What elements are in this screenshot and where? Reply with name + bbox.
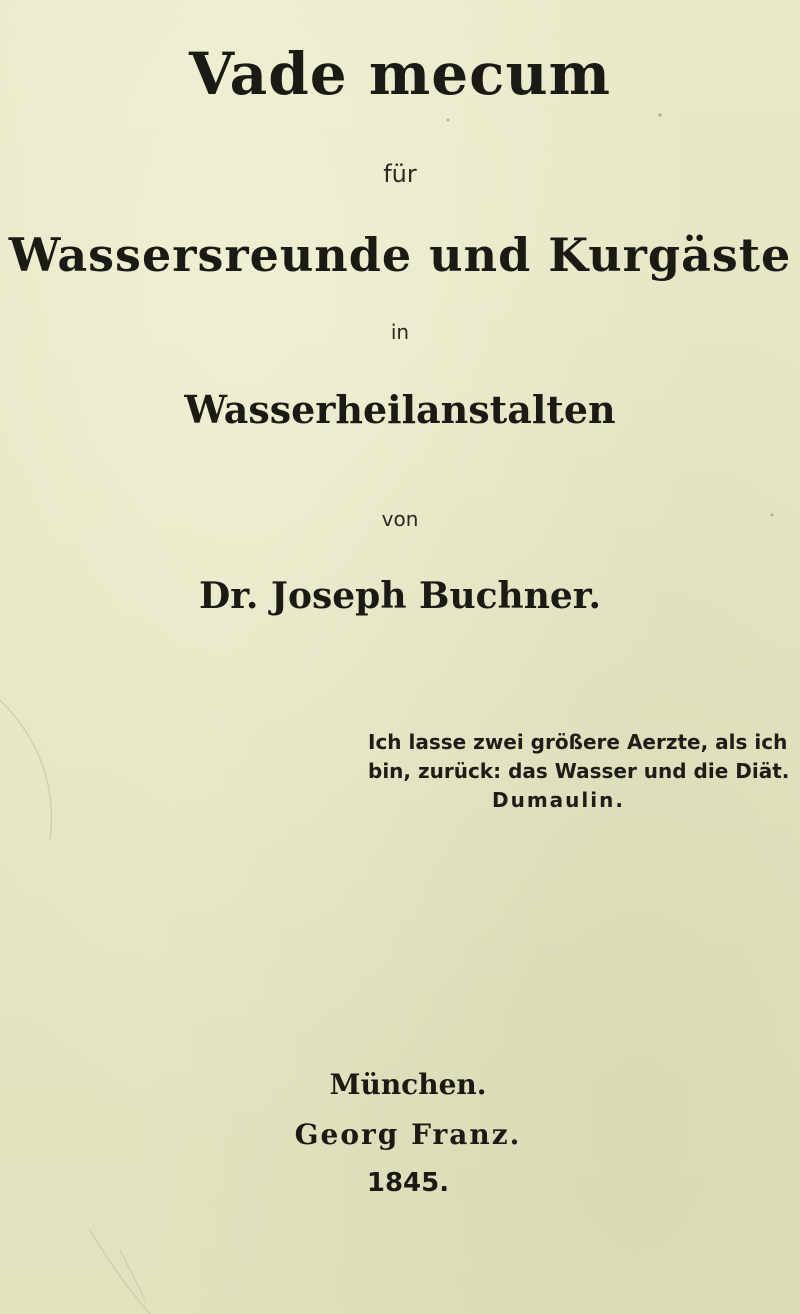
by-word: von	[381, 507, 419, 531]
epigraph-attribution: Dumaulin.	[492, 788, 625, 812]
book-title: Vade mecum	[188, 40, 612, 108]
imprint-city: München.	[329, 1068, 487, 1101]
epigraph	[368, 728, 790, 815]
for-word: für	[383, 160, 417, 188]
in-word: in	[390, 320, 410, 344]
imprint-publisher: Georg Franz.	[294, 1118, 522, 1151]
institutions-heading: Wasserheilanstalten	[184, 387, 616, 432]
epigraph-line-1: Ich lasse zwei größere Aerzte, als ich	[368, 730, 788, 754]
epigraph-line-2: bin, zurück: das Wasser und die Diät.	[368, 759, 790, 783]
imprint-year: 1845.	[366, 1168, 450, 1198]
author-name: Dr. Joseph Buchner.	[198, 575, 601, 617]
main-heading: Wassersreunde und Kurgäste	[8, 228, 792, 282]
